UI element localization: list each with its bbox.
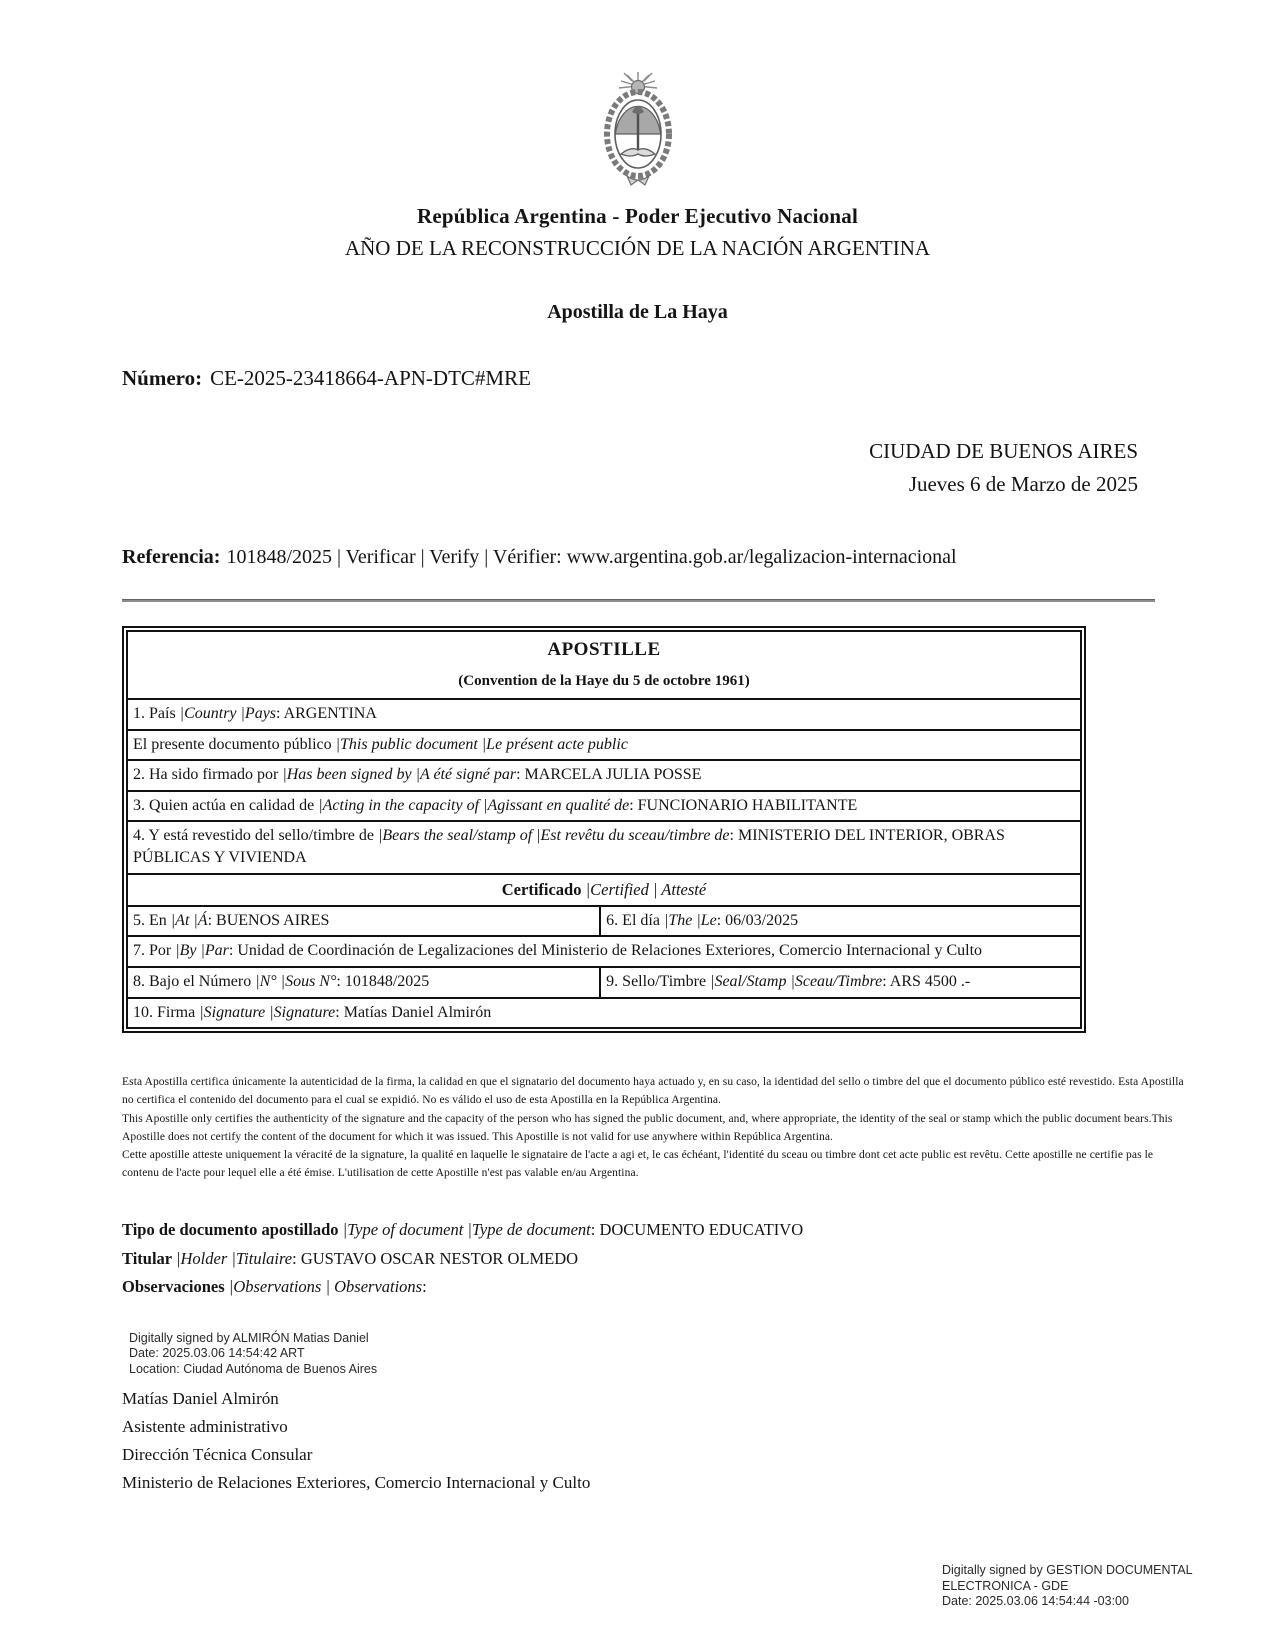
- digital-signature-line: Location: Ciudad Autónoma de Buenos Aires: [129, 1361, 378, 1376]
- disclaimer-spanish: Esta Apostilla certifica únicamente la autenticidad de la firma, la calidad en que el signatario del documento haya actuado y, en su caso, la identidad del sello o timbre del que el documento público esté revestido. Esta Apostilla no certifica el contenido del documento para el cual se expidió. No es válido el uso de esta Apostilla en la República Argentina.: [122, 1076, 1184, 1107]
- field-at-value: : BUENOS AIRES: [207, 911, 330, 929]
- table-row: [127, 821, 1081, 873]
- document-type-value: : DOCUMENTO EDUCATIVO: [590, 1220, 804, 1240]
- referencia-value: 101848/2025 | Verificar | Verify | Vérifier: www.argentina.gob.ar/legalizacion-internacional: [226, 546, 957, 569]
- apostille-subtitle: (Convention de la Haye du 5 de octobre 1961): [458, 672, 750, 689]
- legal-disclaimer: [122, 1073, 1184, 1182]
- digital-signature-right: [942, 1563, 1193, 1610]
- certified-translation: |Certified | Attesté: [585, 879, 707, 899]
- digital-signature-line: Date: 2025.03.06 14:54:42 ART: [129, 1346, 305, 1361]
- numero-label: Número:: [122, 366, 203, 390]
- field-country-translation: |Country |Pays: [179, 704, 277, 722]
- holder-translation: |Holder |Titulaire: [175, 1248, 293, 1268]
- table-row: [127, 906, 1081, 937]
- field-signedby-translation: |Has been signed by |A été signé par: [282, 766, 517, 784]
- holder-label: Titular: [122, 1248, 176, 1268]
- observations-line: [122, 1273, 1275, 1301]
- document-type-translation: |Type of document |Type de document: [342, 1220, 591, 1240]
- field-day-value: : 06/03/2025: [716, 911, 799, 929]
- field-signature-label: 10. Firma: [133, 1003, 200, 1021]
- observations-value: :: [422, 1276, 427, 1296]
- field-signedby-value: : MARCELA JULIA POSSE: [516, 766, 702, 784]
- signer-ministry: Ministerio de Relaciones Exteriores, Comercio Internacional y Culto: [122, 1473, 591, 1493]
- field-number-label: 8. Bajo el Número: [133, 973, 256, 990]
- disclaimer-french: Cette apostille atteste uniquement la véracité de la signature, la qualité en laquelle le signataire de l'acte a agi et, le cas échéant, l'identité du sceau ou timbre dont cet acte public est revêtu. Cette apostille ne certifie pas le contenu de l'acte pour lequel elle a été émise. L'utilisation de cette Apostille n'est pas valable en/au Argentina.: [122, 1148, 1154, 1179]
- field-signature-translation: |Signature |Signature: [199, 1003, 336, 1021]
- table-row: [127, 998, 1081, 1029]
- apostille-title: APOSTILLE: [547, 639, 661, 661]
- republic-title: República Argentina - Poder Ejecutivo Nacional: [416, 204, 859, 228]
- signer-title: Asistente administrativo: [122, 1417, 288, 1437]
- field-publicdoc-label: El presente documento público: [133, 735, 336, 753]
- field-signature-value: : Matías Daniel Almirón: [335, 1003, 492, 1021]
- document-type-label: Tipo de documento apostillado: [122, 1220, 343, 1240]
- observations-translation: |Observations | Observations: [228, 1276, 423, 1296]
- numero-value: CE-2025-23418664-APN-DTC#MRE: [210, 366, 531, 390]
- year-motto: AÑO DE LA RECONSTRUCCIÓN DE LA NACIÓN ARGENTINA: [344, 236, 931, 260]
- field-by-label: 7. Por: [133, 942, 176, 960]
- place-date-block: [122, 435, 1138, 500]
- field-country-label: 1. País: [133, 704, 180, 722]
- table-row: [127, 699, 1081, 730]
- field-stamp-label: 9. Sello/Timbre: [606, 973, 711, 990]
- field-stamp-value: : ARS 4500 .-: [882, 973, 971, 990]
- referencia-label: Referencia:: [122, 546, 221, 569]
- field-day-translation: |The |Le: [663, 911, 717, 929]
- digital-signature-line: Digitally signed by GESTION DOCUMENTAL: [942, 1563, 1193, 1577]
- field-country-value: : ARGENTINA: [276, 704, 377, 722]
- horizontal-divider: [122, 599, 1155, 602]
- field-by-value: : Unidad de Coordinación de Legalizaciones del Ministerio de Relaciones Exteriores, Comercio Internacional y Culto: [228, 942, 983, 960]
- apostille-table: [126, 630, 1082, 1029]
- observations-label: Observaciones: [122, 1276, 229, 1296]
- signer-block: [122, 1385, 590, 1497]
- field-stamp-translation: |Seal/Stamp |Sceau/Timbre: [710, 973, 883, 990]
- field-seal-translation: |Bears the seal/stamp of |Est revêtu du sceau/timbre de: [377, 827, 730, 845]
- table-row: [127, 730, 1081, 761]
- table-row: [127, 967, 1081, 998]
- document-title: Apostilla de La Haya: [547, 301, 728, 323]
- table-row: [127, 760, 1081, 791]
- field-seal-value: : MINISTERIO DEL INTERIOR, OBRAS PÚBLICAS Y VIVIENDA: [133, 827, 1005, 866]
- city-line: CIUDAD DE BUENOS AIRES: [869, 439, 1138, 463]
- apostille-table-frame: [122, 626, 1086, 1033]
- document-info-block: [122, 1216, 1275, 1301]
- field-number-value: : 101848/2025: [336, 973, 430, 990]
- digital-signature-line: Date: 2025.03.06 14:54:44 -03:00: [942, 1594, 1129, 1609]
- date-line: Jueves 6 de Marzo de 2025: [908, 471, 1138, 496]
- field-capacity-translation: |Acting in the capacity of |Agissant en qualité de: [318, 796, 630, 814]
- holder-line: [122, 1245, 1275, 1273]
- digital-signature-left: [129, 1331, 377, 1377]
- field-by-translation: |By |Par: [175, 942, 229, 960]
- document-type-line: [122, 1216, 1275, 1244]
- table-row: [127, 791, 1081, 822]
- argentina-coat-of-arms-icon: [0, 0, 1275, 188]
- field-publicdoc-translation: |This public document |Le présent acte public: [335, 735, 628, 753]
- field-number-translation: |N° |Sous N°: [255, 973, 337, 990]
- table-row: [127, 874, 1081, 906]
- field-capacity-value: : FUNCIONARIO HABILITANTE: [629, 796, 858, 814]
- holder-value: : GUSTAVO OSCAR NESTOR OLMEDO: [292, 1248, 579, 1268]
- digital-signature-line: Digitally signed by ALMIRÓN Matias Daniel: [129, 1331, 369, 1345]
- field-seal-label: 4. Y está revestido del sello/timbre de: [133, 827, 378, 845]
- field-capacity-label: 3. Quien actúa en calidad de: [133, 796, 319, 814]
- signer-name: Matías Daniel Almirón: [122, 1389, 279, 1408]
- referencia-line: [122, 546, 1153, 569]
- digital-signature-line: ELECTRONICA - GDE: [942, 1578, 1069, 1593]
- table-row: [127, 936, 1081, 967]
- certified-label: Certificado: [501, 879, 586, 899]
- numero-line: [122, 366, 1153, 391]
- field-day-label: 6. El día: [606, 911, 664, 929]
- field-at-label: 5. En: [133, 911, 171, 929]
- field-signedby-label: 2. Ha sido firmado por: [133, 766, 283, 784]
- table-row: [127, 631, 1081, 699]
- disclaimer-english: This Apostille only certifies the authenticity of the signature and the capacity of the person who has signed the public document, and, where appropriate, the identity of the seal or stamp which the public document bears.This Apostille does not certify the content of the document for which it was issued. This Apostille is not valid for use anywhere within República Argentina.: [122, 1112, 1173, 1143]
- signer-office: Dirección Técnica Consular: [122, 1445, 313, 1465]
- field-at-translation: |At |Á: [170, 911, 208, 929]
